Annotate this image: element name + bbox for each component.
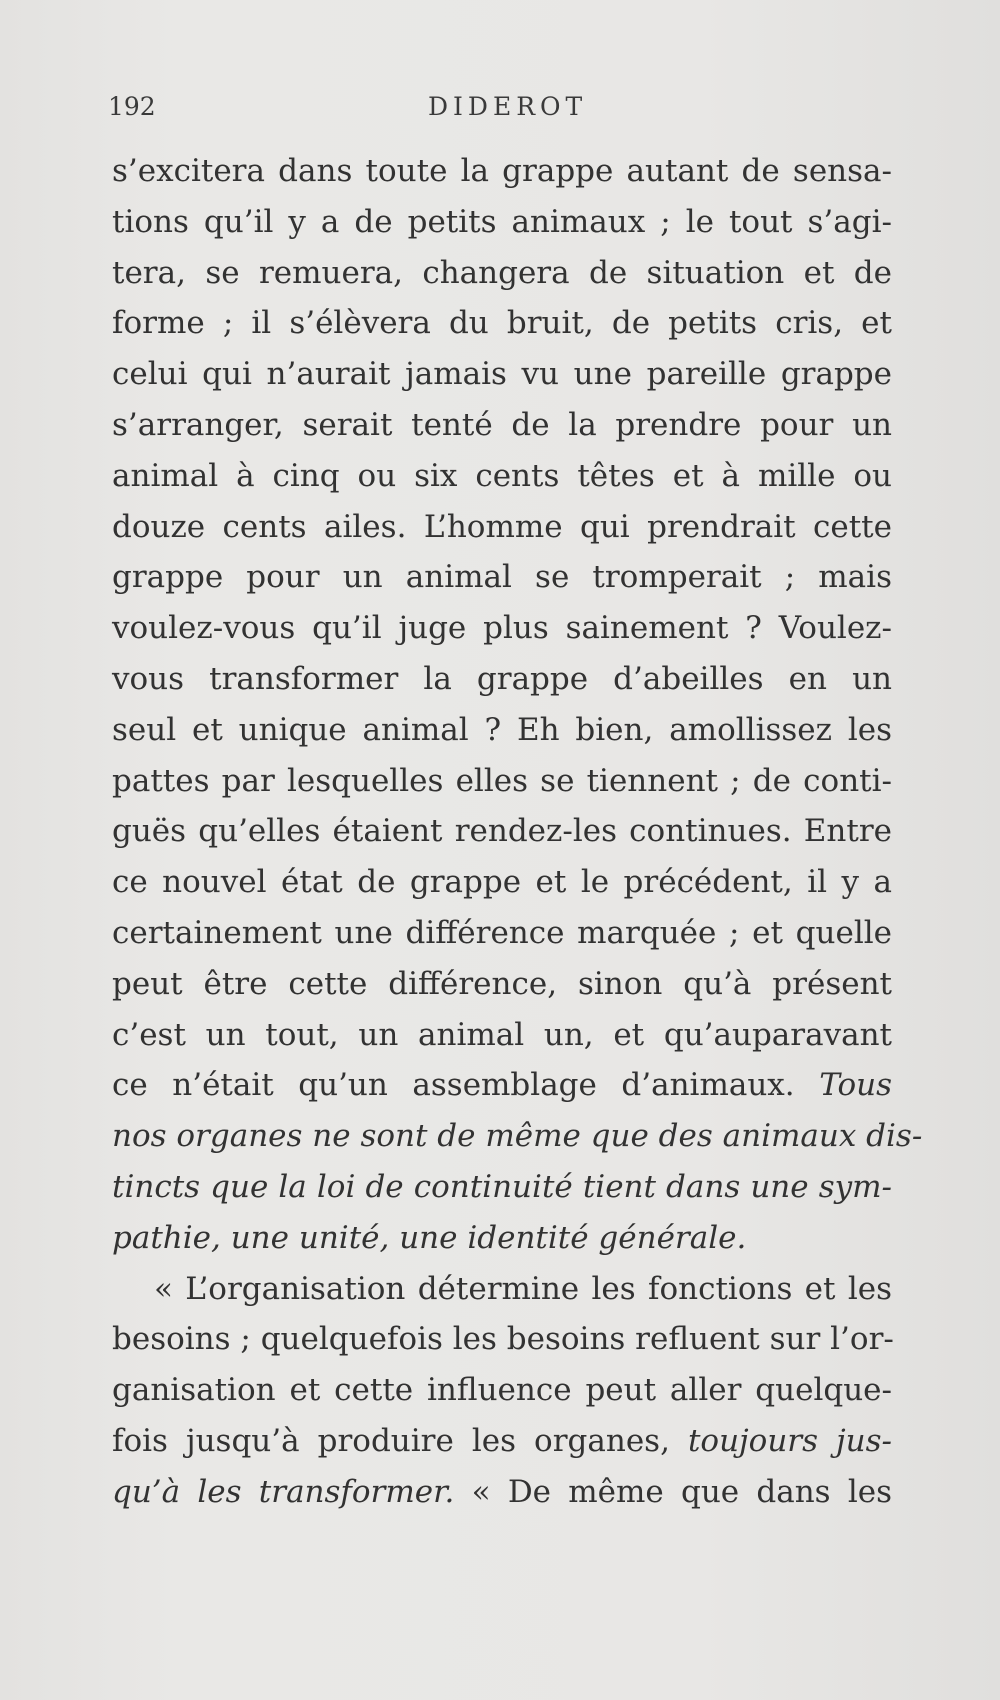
text-line: tions qu’il y a de petits animaux ; le tout s’agi- — [112, 203, 892, 240]
text-line: celui qui n’aurait jamais vu une pareille grappe — [112, 356, 892, 393]
text-line: pattes par lesquelles elles se tiennent ; de conti- — [112, 762, 892, 799]
text-line: certainement une différence marquée ; et quelle — [112, 914, 892, 951]
text-line: voulez-vous qu’il juge plus sainement ? Voulez- — [112, 610, 892, 647]
text-line-italic: tincts que la loi de continuité tient dans une sym- — [112, 1168, 892, 1205]
text-line-italic: pathie, une unité, une identité générale. — [112, 1219, 747, 1256]
text-line-italic: nos organes ne sont de même que des animaux dis- — [112, 1118, 923, 1155]
text-line: fois jusqu’à produire les organes, toujours jus- — [112, 1422, 892, 1459]
text-line: animal à cinq ou six cents têtes et à mille ou — [112, 457, 892, 494]
text-line: ce n’était qu’un assemblage d’animaux. Tous — [112, 1067, 892, 1104]
text-line: c’est un tout, un animal un, et qu’auparavant — [112, 1016, 892, 1053]
text-line: forme ; il s’élèvera du bruit, de petits cris, et — [112, 305, 892, 342]
body-text — [112, 146, 923, 1518]
page-header — [108, 92, 888, 124]
text-line: douze cents ailes. L’homme qui prendrait cette — [112, 508, 892, 545]
paragraph-start-line: « L’organisation détermine les fonctions et les — [154, 1270, 892, 1307]
text-line: seul et unique animal ? Eh bien, amollissez les — [112, 711, 892, 748]
text-line: vous transformer la grappe d’abeilles en un — [112, 660, 892, 697]
text-line: besoins ; quelquefois les besoins refluent sur l’or- — [112, 1321, 894, 1358]
text-line: grappe pour un animal se tromperait ; mais — [112, 559, 892, 596]
text-line: qu’à les transformer. « De même que dans les — [112, 1473, 892, 1510]
page-number: 192 — [108, 92, 156, 121]
text-line: tera, se remuera, changera de situation et de — [112, 254, 892, 291]
text-line: peut être cette différence, sinon qu’à présent — [112, 965, 892, 1002]
text-line: ganisation et cette influence peut aller quelque- — [112, 1372, 892, 1409]
text-line: guës qu’elles étaient rendez-les continues. Entre — [112, 813, 892, 850]
text-line: s’arranger, serait tenté de la prendre pour un — [112, 406, 892, 443]
text-line: s’excitera dans toute la grappe autant de sensa- — [112, 153, 892, 189]
text-line: ce nouvel état de grappe et le précédent, il y a — [112, 864, 892, 901]
running-title: DIDEROT — [428, 92, 588, 121]
